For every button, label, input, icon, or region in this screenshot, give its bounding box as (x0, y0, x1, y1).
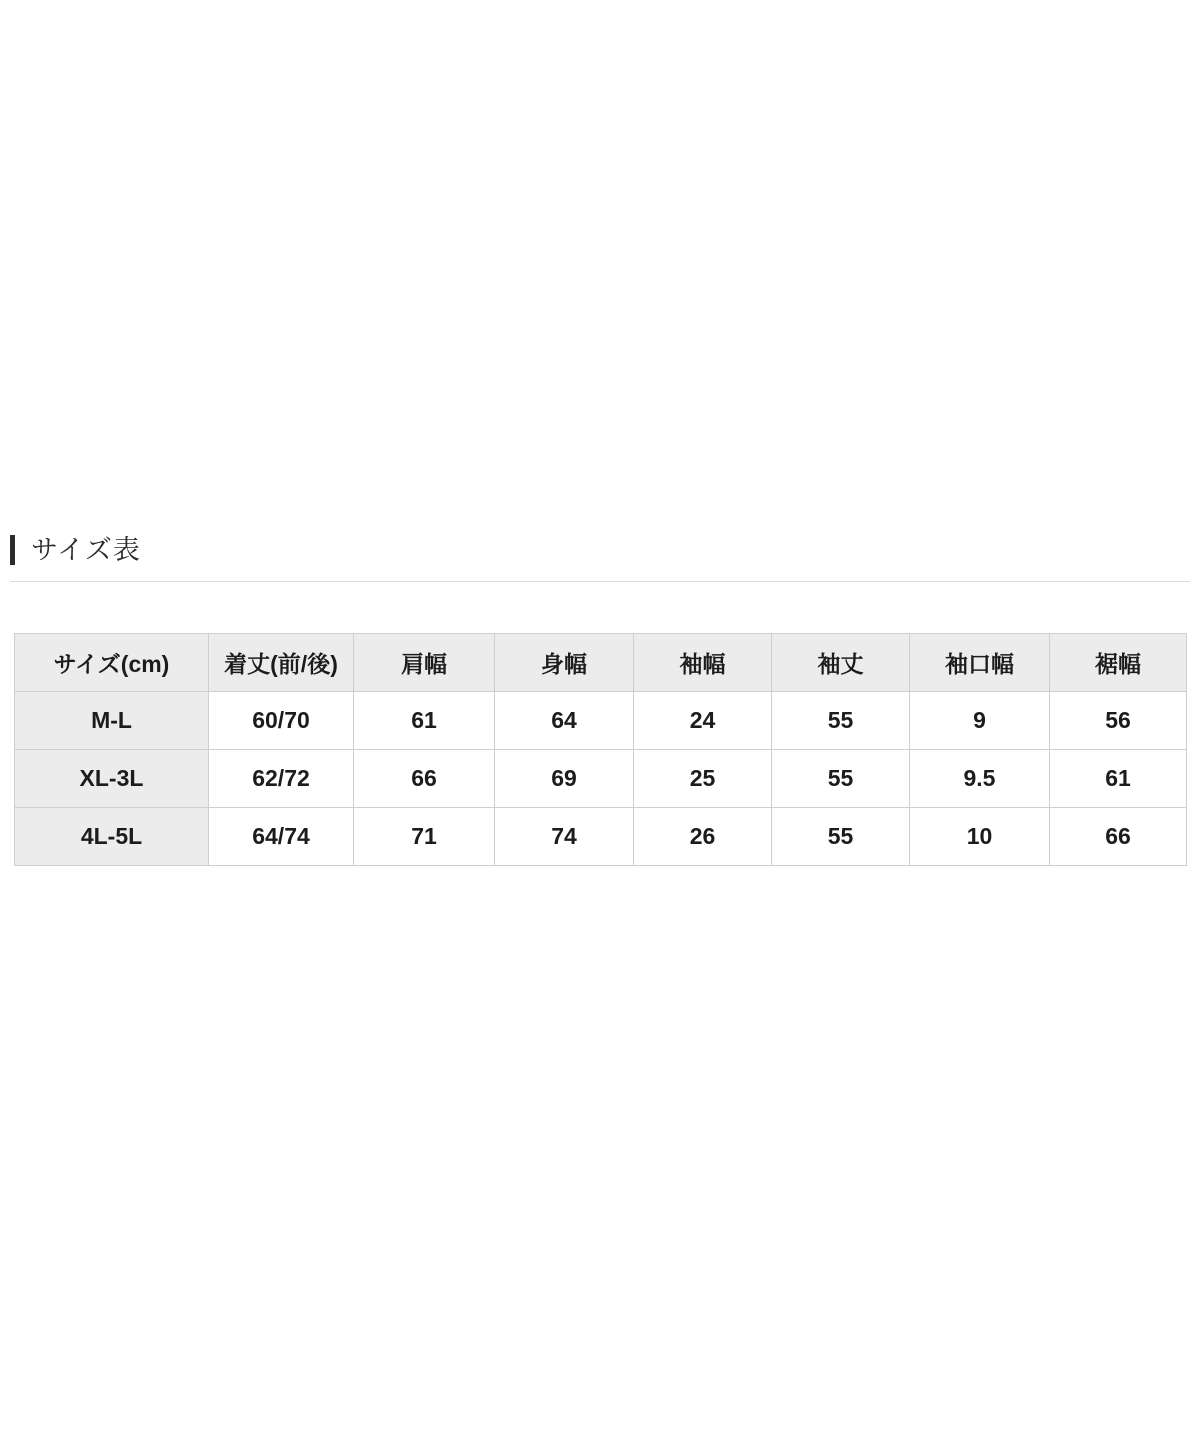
table-row (15, 692, 1187, 750)
table-cell: 9.5 (910, 750, 1050, 808)
table-cell: 64 (495, 692, 634, 750)
column-header-cuff-width: 袖口幅 (910, 634, 1050, 692)
size-table-head (15, 634, 1187, 692)
table-cell: 55 (772, 692, 910, 750)
column-header-sleeve-length: 袖丈 (772, 634, 910, 692)
table-cell: 69 (495, 750, 634, 808)
column-header-length: 着丈(前/後) (209, 634, 354, 692)
table-cell: 60/70 (209, 692, 354, 750)
section-title: サイズ表 (31, 534, 141, 565)
column-header-hem-width: 裾幅 (1050, 634, 1187, 692)
column-header-chest: 身幅 (495, 634, 634, 692)
table-cell: 26 (634, 808, 772, 866)
table-cell: 66 (354, 750, 495, 808)
table-row (15, 750, 1187, 808)
table-cell: 24 (634, 692, 772, 750)
column-header-shoulder: 肩幅 (354, 634, 495, 692)
table-cell: 56 (1050, 692, 1187, 750)
table-cell: 55 (772, 750, 910, 808)
table-cell: 66 (1050, 808, 1187, 866)
table-cell: 9 (910, 692, 1050, 750)
size-table-body (15, 692, 1187, 866)
table-row (15, 808, 1187, 866)
row-header-size: 4L-5L (15, 808, 209, 866)
row-header-size: XL-3L (15, 750, 209, 808)
table-cell: 62/72 (209, 750, 354, 808)
table-cell: 61 (354, 692, 495, 750)
size-table-container (14, 633, 1186, 866)
table-cell: 10 (910, 808, 1050, 866)
heading-accent-bar (10, 535, 15, 565)
table-cell: 64/74 (209, 808, 354, 866)
heading-divider (10, 581, 1190, 582)
table-cell: 61 (1050, 750, 1187, 808)
table-cell: 25 (634, 750, 772, 808)
column-header-size: サイズ(cm) (15, 634, 209, 692)
size-chart-heading (10, 522, 1190, 578)
row-header-size: M-L (15, 692, 209, 750)
column-header-sleeve-width: 袖幅 (634, 634, 772, 692)
table-cell: 71 (354, 808, 495, 866)
table-cell: 55 (772, 808, 910, 866)
table-header-row (15, 634, 1187, 692)
size-table (14, 633, 1187, 866)
table-cell: 74 (495, 808, 634, 866)
